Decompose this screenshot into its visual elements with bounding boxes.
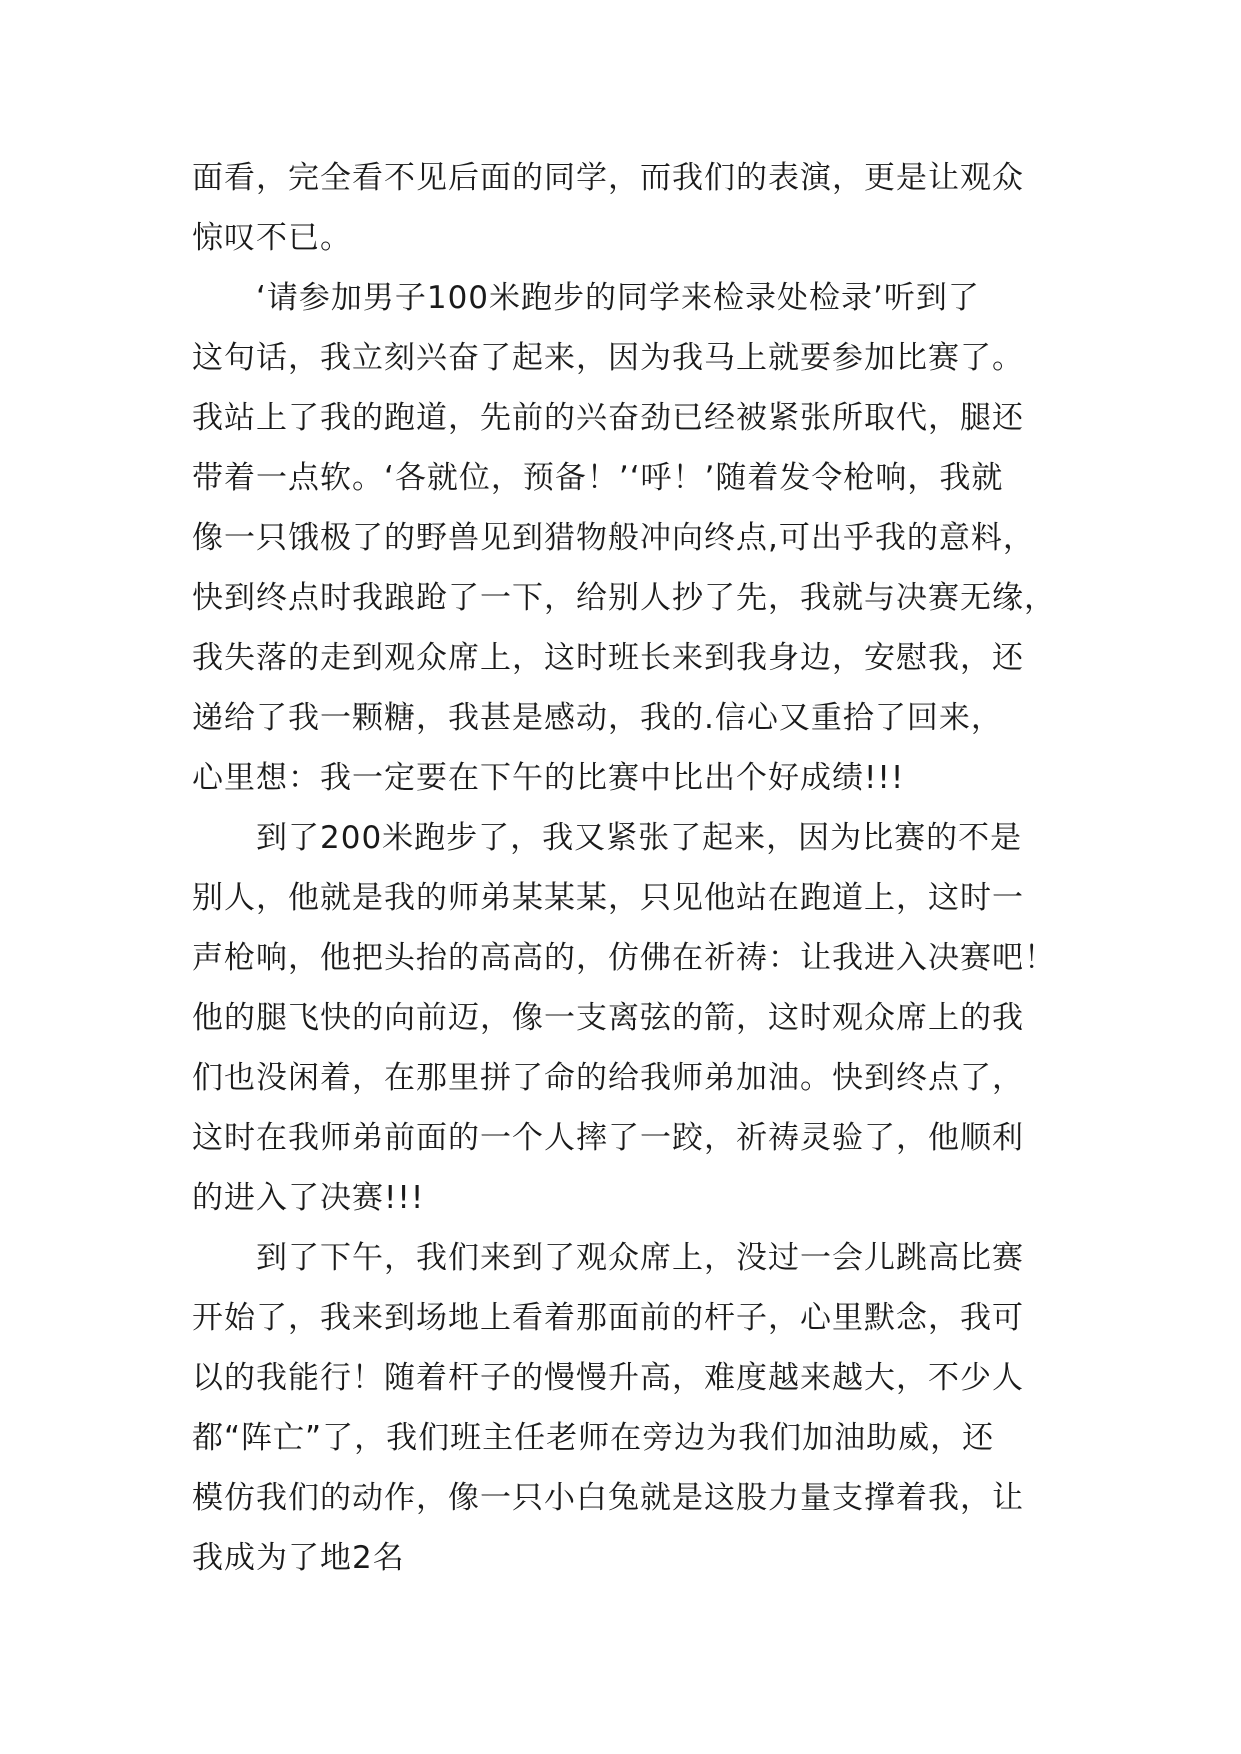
text-line: 到了200米跑步了，我又紧张了起来，因为比赛的不是: [256, 820, 1023, 856]
text-line: 声枪响，他把头抬的高高的，仿佛在祈祷：让我进入决赛吧！: [192, 940, 1056, 976]
text-line: 面看，完全看不见后面的同学，而我们的表演，更是让观众: [192, 160, 1024, 196]
paragraph: [192, 148, 1052, 268]
text-line: 这时在我师弟前面的一个人摔了一跤，祈祷灵验了，他顺利: [192, 1120, 1024, 1156]
text-line: 我站上了我的跑道，先前的兴奋劲已经被紧张所取代，腿还: [192, 400, 1024, 436]
text-line: 这句话，我立刻兴奋了起来，因为我马上就要参加比赛了。: [192, 340, 1024, 376]
text-line: 他的腿飞快的向前迈，像一支离弦的箭，这时观众席上的我: [192, 1000, 1024, 1036]
paragraph: [192, 1228, 1052, 1588]
text-line: 都“阵亡”了，我们班主任老师在旁边为我们加油助威，还: [192, 1420, 995, 1456]
text-line: 们也没闲着，在那里拼了命的给我师弟加油。快到终点了，: [192, 1060, 1024, 1096]
document-body: [192, 148, 1056, 1588]
text-line: 以的我能行！随着杆子的慢慢升高，难度越来越大，不少人: [192, 1360, 1024, 1396]
paragraph: [192, 268, 1056, 808]
text-line: 快到终点时我踉跄了一下，给别人抄了先，我就与决赛无缘，: [192, 580, 1056, 616]
text-line: 像一只饿极了的野兽见到猎物般冲向终点,可出乎我的意料，: [192, 520, 1035, 556]
text-line: 我失落的走到观众席上，这时班长来到我身边，安慰我，还: [192, 640, 1024, 676]
text-line: 惊叹不已。: [192, 220, 352, 256]
text-line: 心里想：我一定要在下午的比赛中比出个好成绩!!!: [192, 760, 905, 796]
text-line: 别人，他就是我的师弟某某某，只见他站在跑道上，这时一: [192, 880, 1024, 916]
text-line: 带着一点软。‘各就位，预备！’‘呼！’随着发令枪响，我就: [192, 460, 1004, 496]
text-line: 模仿我们的动作，像一只小白兔就是这股力量支撑着我，让: [192, 1480, 1024, 1516]
paragraph: [192, 808, 1056, 1228]
text-line: 开始了，我来到场地上看着那面前的杆子，心里默念，我可: [192, 1300, 1024, 1336]
text-line: 到了下午，我们来到了观众席上，没过一会儿跳高比赛: [256, 1240, 1024, 1276]
text-line: 的进入了决赛!!!: [192, 1180, 425, 1216]
text-line: 我成为了地2名: [192, 1540, 405, 1576]
text-line: ‘请参加男子100米跑步的同学来检录处检录’听到了: [256, 280, 980, 316]
text-line: 递给了我一颗糖，我甚是感动，我的.信心又重拾了回来，: [192, 700, 1003, 736]
